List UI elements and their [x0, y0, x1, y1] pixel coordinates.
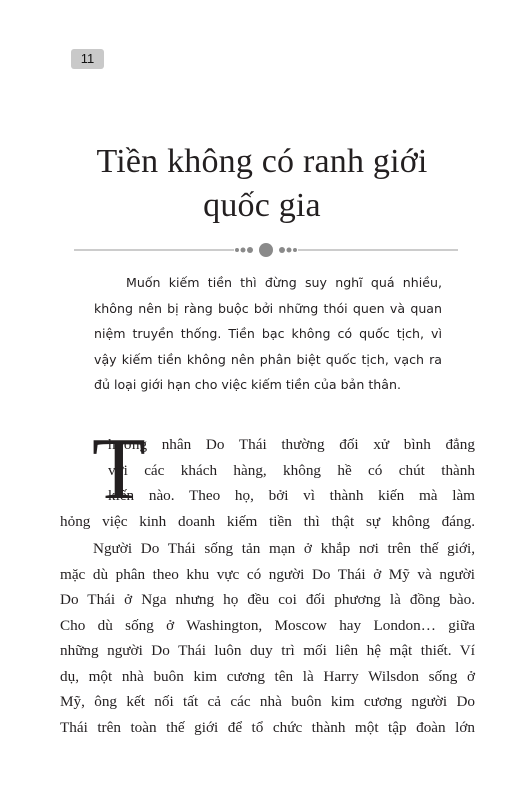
intro-line: đủ loại giới hạn cho việc kiếm tiền của bản thân. — [94, 377, 401, 392]
ornamental-divider — [74, 238, 458, 262]
divider-dot — [293, 248, 297, 252]
divider-dot — [287, 248, 292, 253]
paragraph-line: hỏng việc kinh doanh kiếm tiền thì thật sự không đáng. — [60, 512, 475, 530]
intro-line: Muốn kiếm tiền thì đừng suy nghĩ quá nhiều, — [126, 275, 442, 290]
intro-line: vậy kiếm tiền không nên phân biệt quốc tịch, vạch ra — [94, 351, 442, 367]
divider-center-dot — [259, 243, 273, 257]
intro-line: không nên bị ràng buộc bởi những thói quen và quan — [94, 300, 442, 316]
paragraph-line: kiến nào. Theo họ, bởi vì thành kiến mà làm — [108, 487, 475, 504]
paragraph-line: Cho dù sống ở Washington, Moscow hay London… giữa — [60, 616, 475, 634]
paragraph-line: dụ, một nhà buôn kim cương tên là Harry Wilsdon sống ở — [60, 667, 475, 685]
divider-dot — [241, 248, 246, 253]
paragraph-line: Người Do Thái sống tản mạn ở khắp nơi trên thế giới, — [93, 540, 475, 557]
body-text — [60, 421, 475, 740]
paragraph-line: với các khách hàng, không hề có chút thành — [108, 461, 475, 479]
paragraph-line: Do Thái ở Nga nhưng họ đều coi đối phương là đồng bào. — [60, 591, 475, 608]
divider-dot — [247, 247, 253, 253]
intro-summary — [94, 270, 442, 398]
chapter-title-line: quốc gia — [203, 187, 321, 224]
drop-cap: T — [92, 421, 146, 518]
divider-dot — [235, 248, 239, 252]
paragraph-line: Thái trên toàn thế giới để tổ chức thành một tập đoàn lớn — [60, 718, 475, 736]
paragraph-line: hương nhân Do Thái thường đối xử bình đẳng — [108, 436, 475, 453]
chapter-title-line: Tiền không có ranh giới — [96, 143, 428, 180]
divider-dot — [279, 247, 285, 253]
intro-line: niệm truyền thống. Tiền bạc không có quốc tịch, vì — [94, 326, 442, 341]
chapter-title — [40, 140, 484, 228]
page-number-badge: 11 — [71, 49, 104, 69]
paragraph-line: mặc dù phân theo khu vực có người Do Thái ở Mỹ và người — [60, 565, 475, 583]
paragraph-line: những người Do Thái luôn duy trì mối liên hệ mật thiết. Ví — [60, 642, 475, 659]
paragraph-line: Mỹ, ông kết nối tất cả các nhà buôn kim cương người Do — [60, 693, 475, 710]
